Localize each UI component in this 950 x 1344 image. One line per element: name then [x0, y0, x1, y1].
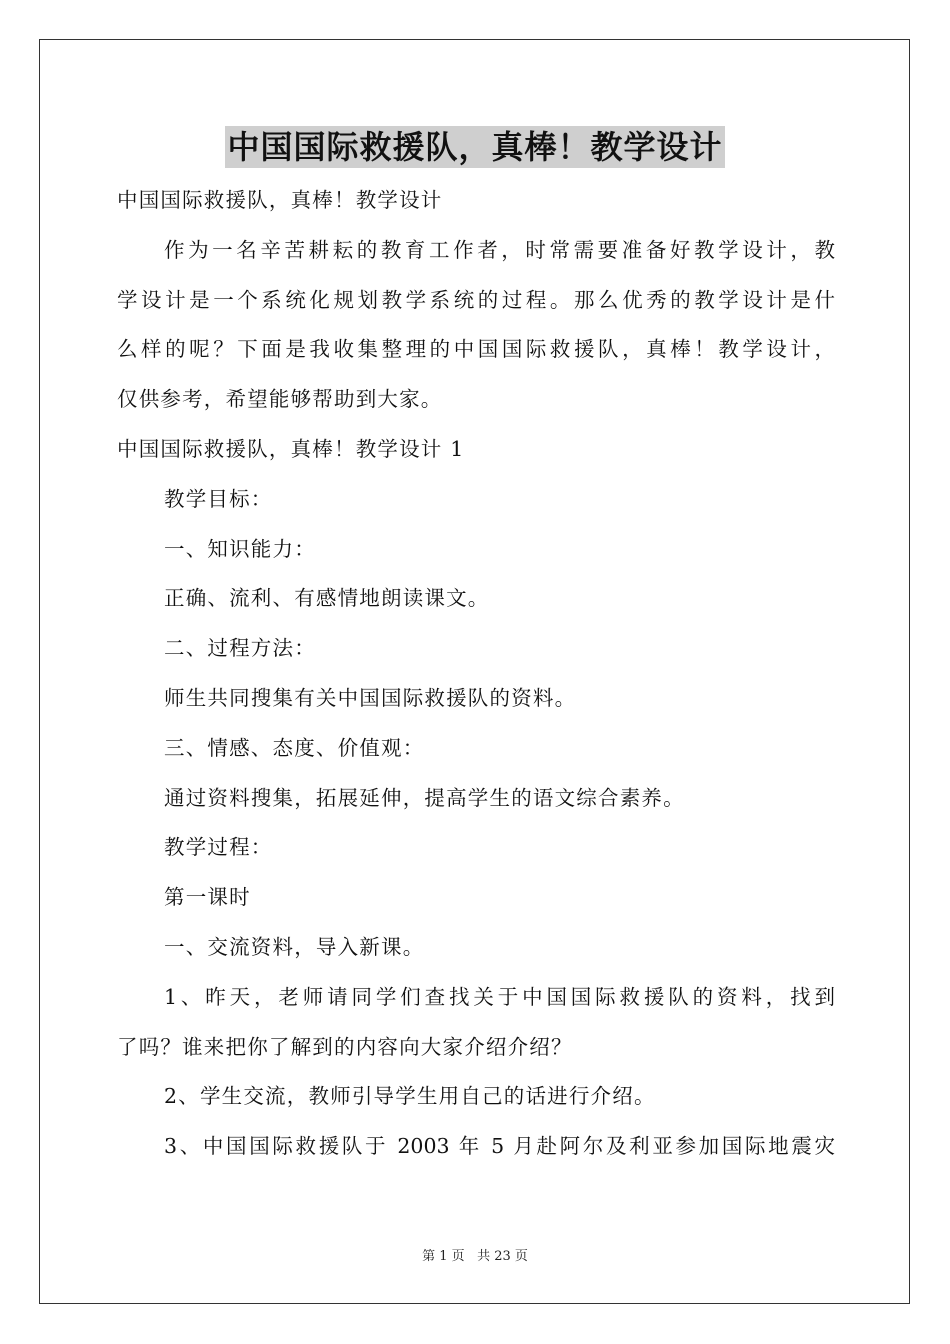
- paragraph-line: 三、情感、态度、价值观：: [164, 735, 425, 760]
- paragraph-line: 通过资料搜集，拓展延伸，提高学生的语文综合素养。: [164, 785, 685, 810]
- paragraph-line: 么样的呢？下面是我收集整理的中国国际救援队，真棒！教学设计，: [117, 337, 835, 362]
- paragraph-line: 一、交流资料，导入新课。: [164, 934, 425, 959]
- paragraph-line: 了吗？谁来把你了解到的内容向大家介绍介绍？: [117, 1034, 573, 1059]
- paragraph-line: 正确、流利、有感情地朗读课文。: [164, 586, 490, 611]
- paragraph-line: 2、学生交流，教师引导学生用自己的话进行介绍。: [164, 1084, 656, 1109]
- paragraph-line: 仅供参考，希望能够帮助到大家。: [117, 387, 443, 412]
- document-title: 中国国际救援队，真棒！教学设计: [227, 128, 723, 166]
- paragraph-line: 第一课时: [164, 885, 251, 910]
- page-number: 第 1 页: [422, 1249, 465, 1264]
- page-footer: [0, 1248, 950, 1266]
- document-body: [117, 176, 835, 1172]
- page-total: 共 23 页: [477, 1249, 528, 1264]
- paragraph-line: 1、昨天，老师请同学们查找关于中国国际救援队的资料，找到: [164, 984, 835, 1009]
- section-heading: 中国国际救援队，真棒！教学设计 1: [117, 436, 465, 461]
- paragraph-line: 一、知识能力：: [164, 536, 316, 561]
- paragraph-line: 作为一名辛苦耕耘的教育工作者，时常需要准备好教学设计，教: [164, 237, 835, 262]
- paragraph-line: 学设计是一个系统化规划教学系统的过程。那么优秀的教学设计是什: [117, 287, 835, 312]
- paragraph-line: 教学过程：: [164, 835, 273, 860]
- paragraph-line: 3、中国国际救援队于 2003 年 5 月赴阿尔及利亚参加国际地震灾: [164, 1134, 835, 1159]
- title-container: [0, 126, 950, 168]
- paragraph-line: 教学目标：: [164, 486, 273, 511]
- paragraph-line: 二、过程方法：: [164, 636, 316, 661]
- subtitle-line: 中国国际救援队，真棒！教学设计: [117, 188, 443, 212]
- paragraph-line: 师生共同搜集有关中国国际救援队的资料。: [164, 685, 577, 710]
